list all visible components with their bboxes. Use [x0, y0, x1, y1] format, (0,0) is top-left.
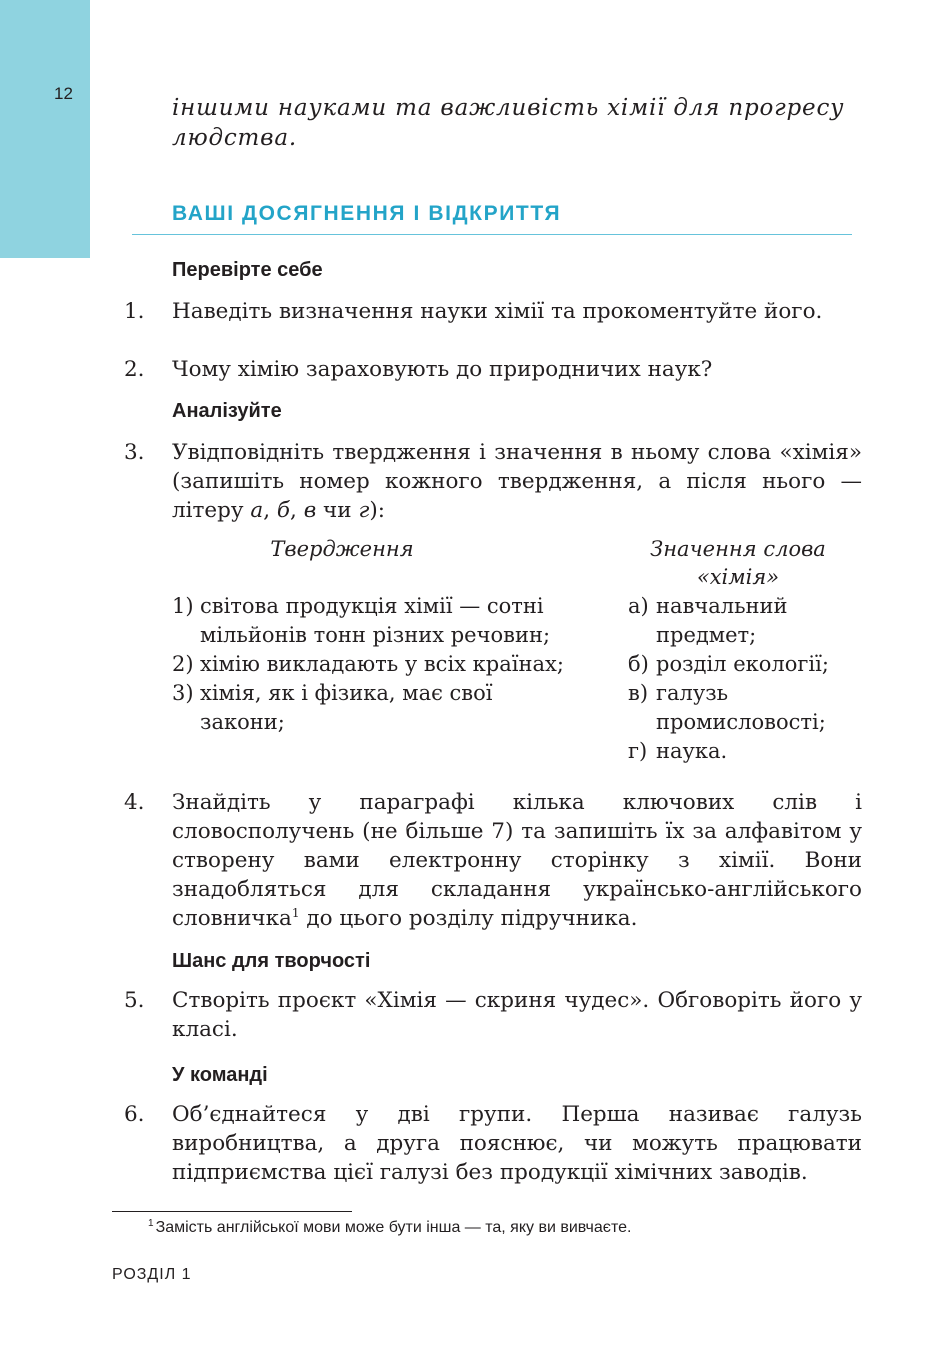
task-4: [124, 788, 862, 933]
task-3: [124, 438, 862, 525]
task-number: 2.: [124, 357, 145, 382]
task-number: 1.: [124, 299, 145, 324]
intro-text: іншими науками та важливість хімії для прогресу людства.: [172, 95, 845, 151]
task-text: Створіть проєкт «Хімія — скриня чудес». Обговоріть його у класі.: [172, 988, 862, 1042]
subsection-check: Перевірте себе: [172, 259, 323, 281]
task-6: [124, 1100, 862, 1187]
task-text: Чому хімію зараховують до природничих наук?: [172, 357, 713, 382]
letter-a: а: [250, 498, 264, 523]
chapter-footer: РОЗДІЛ 1: [112, 1266, 192, 1283]
task-text: Наведіть визначення науки хімії та прокоментуйте його.: [172, 299, 823, 324]
section-title: ВАШІ ДОСЯГНЕННЯ І ВІДКРИТТЯ: [172, 202, 562, 225]
subsection-analyze: Аналізуйте: [172, 400, 282, 422]
task-text: Увідповідніть твердження і значення в ньому слова «хімія» (запишіть номер кожного твердження, а після нього — літеру а, б, в чи г):: [172, 440, 862, 523]
letter-b: б: [276, 498, 291, 523]
task-2: [124, 355, 862, 384]
statement-2: 2) хімію викладають у всіх країнах;: [172, 652, 564, 676]
meaning-a: а) навчальний предмет;: [628, 594, 788, 647]
meaning-b: б) розділ екології;: [628, 652, 829, 676]
meaning-v: в) галузь промисловості;: [628, 681, 826, 734]
statements-header: Твердження: [270, 537, 414, 561]
task-text: Об’єднайтеся у дві групи. Перша називає галузь виробництва, а друга пояснює, чи можуть працювати підприємства цієї галузі без продукції хімічних заводів.: [172, 1102, 862, 1185]
letter-v: в: [303, 498, 317, 523]
statement-3: 3) хімія, як і фізика, має свої закони;: [172, 681, 493, 734]
task-number: 3.: [124, 440, 145, 465]
task-1: [124, 297, 862, 326]
footnote: $^1$ Замість англійської мови може бути інша — та, яку ви вивчаєте.: [148, 1218, 632, 1236]
side-tab: [0, 0, 90, 258]
task-5: [124, 986, 862, 1044]
subsection-team: У команді: [172, 1064, 268, 1086]
subsection-creative: Шанс для творчості: [172, 950, 371, 972]
task-text: Знайдіть у параграфі кілька ключових слів і словосполучень (не більше 7) та запишіть їх за алфавітом у створену вами електронну сторінку з хімії. Вони знадобляться для складання українсько-англійського словничка$^1$ до цього розділу підручника.: [172, 790, 862, 931]
meaning-g: г) наука.: [628, 739, 728, 763]
section-divider: [132, 234, 852, 235]
page-number: 12: [54, 84, 73, 103]
task-number: 5.: [124, 988, 145, 1013]
task-number: 6.: [124, 1102, 145, 1127]
meanings-header: Значення слова «хімія»: [650, 537, 826, 589]
footnote-ref: 1: [291, 905, 300, 920]
statement-1: 1) світова продукція хімії — сотні мільйонів тонн різних речовин;: [172, 594, 551, 647]
footnote-divider: [112, 1211, 352, 1212]
letter-g: г: [358, 498, 370, 523]
task-number: 4.: [124, 790, 145, 815]
